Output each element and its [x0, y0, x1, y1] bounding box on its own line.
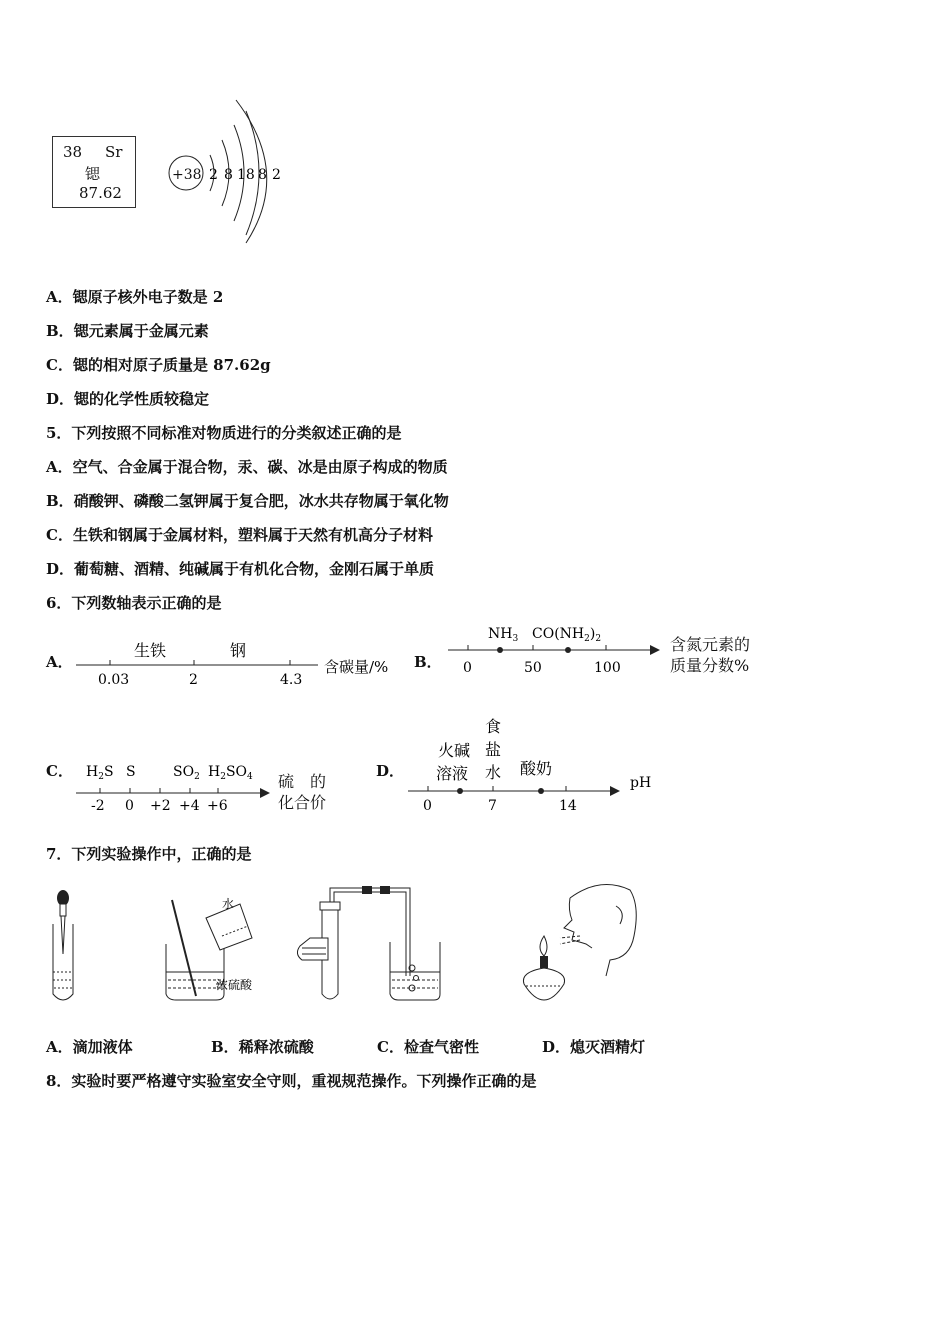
- q6-b-letter: B．: [414, 653, 442, 671]
- q5-option-a: A．空气、合金属于混合物，汞、碳、冰是由原子构成的物质: [46, 458, 448, 476]
- q6-d-label-salt-3: 水: [485, 763, 502, 782]
- q6-b-tick-1: 0: [463, 660, 472, 676]
- q7-fig-b-label-water: 水: [222, 897, 235, 911]
- q6-b-point-urea: [565, 647, 571, 653]
- q6-a-letter: A．: [46, 653, 73, 671]
- q5-option-b: B．硝酸钾、磷酸二氢钾属于复合肥，冰水共存物属于氧化物: [46, 492, 449, 510]
- shell-4: 8: [258, 167, 267, 183]
- q7-fig-b-label-acid: 浓硫酸: [216, 978, 253, 992]
- q5-stem: 5．下列按照不同标准对物质进行的分类叙述正确的是: [46, 424, 402, 442]
- q7-fig-d-blow-lamp: [523, 885, 636, 1000]
- shell-3: 18: [237, 167, 255, 183]
- q6-b-axis-label-1: 含氮元素的: [670, 635, 751, 654]
- q4-option-b: B．锶元素属于金属元素: [46, 322, 209, 340]
- q6-b-label-nh3: $NH_3$: [488, 626, 519, 644]
- q6-a-axis-label: 含碳量/%: [324, 658, 389, 676]
- q6-b-label-urea: $CO(NH_2)_2$: [532, 626, 602, 644]
- q6-b-point-nh3: [497, 647, 503, 653]
- q6-c-axis-label-2: 化合价: [278, 793, 327, 812]
- shell-1: 2: [209, 167, 218, 183]
- q6-c-tick-2: 0: [125, 798, 134, 814]
- q6-d-tick-1: 0: [423, 798, 432, 814]
- q7-figures: [40, 876, 660, 1010]
- q6-b-axis-label-2: 质量分数%: [670, 656, 750, 675]
- q6-d-point-yogurt: [538, 788, 544, 794]
- q4-option-d: D．锶的化学性质较稳定: [46, 390, 210, 408]
- q6-d-letter: D．: [376, 762, 405, 780]
- q7-option-d: D．熄灭酒精灯: [542, 1038, 646, 1056]
- q6-c-label-h2so4: $H_2SO_4$: [208, 764, 253, 782]
- q6-a-label-steel: 钢: [230, 641, 247, 660]
- q6-d-label-naoh-1: 火碱: [438, 741, 471, 760]
- q6-a-tick-2: 2: [189, 672, 198, 688]
- shell-5: 2: [272, 167, 281, 183]
- q6-d-label-yogurt: 酸奶: [520, 759, 553, 778]
- q6-c-tick-1: -2: [91, 798, 105, 814]
- q6-b-tick-2: 50: [524, 660, 542, 676]
- q6-d-tick-3: 14: [559, 798, 577, 814]
- atom-structure-diagram: [160, 95, 300, 245]
- q6-a-numberline: [70, 636, 410, 692]
- shell-2: 8: [224, 167, 233, 183]
- q6-c-label-s: S: [126, 764, 136, 780]
- q7-fig-c-airtight-check: [297, 886, 440, 1000]
- q7-option-b: B．稀释浓硫酸: [211, 1038, 314, 1056]
- element-symbol: Sr: [105, 143, 123, 161]
- q6-a-tick-1: 0.03: [98, 672, 130, 688]
- q6-d-point-naoh: [457, 788, 463, 794]
- q6-a-label-pig-iron: 生铁: [134, 641, 167, 660]
- element-card: [52, 136, 136, 208]
- q6-d-label-naoh-2: 溶液: [436, 764, 469, 783]
- q6-b-tick-3: 100: [594, 660, 621, 676]
- q6-d-numberline: [400, 712, 670, 816]
- q6-d-axis-label: pH: [630, 775, 652, 791]
- q6-c-label-so2: $SO_2$: [173, 764, 200, 782]
- q6-d-label-salt-2: 盐: [485, 740, 502, 759]
- q8-stem: 8．实验时要严格遵守实验室安全守则，重视规范操作。下列操作正确的是: [46, 1072, 537, 1090]
- q7-fig-b-dilution: [166, 896, 253, 1000]
- q6-c-label-h2s: $H_2S$: [86, 764, 114, 782]
- q7-option-a: A．滴加液体: [46, 1038, 133, 1056]
- q5-option-c: C．生铁和钢属于金属材料，塑料属于天然有机高分子材料: [46, 526, 433, 544]
- q4-option-c: C．锶的相对原子质量是 87.62g: [46, 356, 271, 374]
- q7-option-c: C．检查气密性: [377, 1038, 479, 1056]
- atomic-mass: 87.62: [79, 184, 122, 202]
- q6-c-letter: C．: [46, 762, 73, 780]
- q6-c-axis-label-1: 硫 的: [278, 772, 327, 791]
- nucleus-charge: +38: [172, 167, 202, 183]
- q4-option-a: A．锶原子核外电子数是 2: [46, 288, 224, 306]
- q7-fig-a-dropper-in-tube: [53, 890, 73, 1000]
- element-name: 锶: [85, 165, 101, 183]
- q6-c-tick-5: +6: [207, 798, 228, 814]
- q6-c-tick-4: +4: [179, 798, 200, 814]
- q6-d-tick-2: 7: [488, 798, 497, 814]
- q6-b-numberline: [440, 618, 670, 680]
- atomic-number: 38: [63, 143, 83, 161]
- q6-d-label-salt-1: 食: [485, 717, 502, 736]
- q5-option-d: D．葡萄糖、酒精、纯碱属于有机化合物，金刚石属于单质: [46, 560, 435, 578]
- q6-a-tick-3: 4.3: [280, 672, 303, 688]
- q6-c-tick-3: +2: [150, 798, 171, 814]
- q7-stem: 7．下列实验操作中，正确的是: [46, 845, 252, 863]
- q6-stem: 6．下列数轴表示正确的是: [46, 594, 222, 612]
